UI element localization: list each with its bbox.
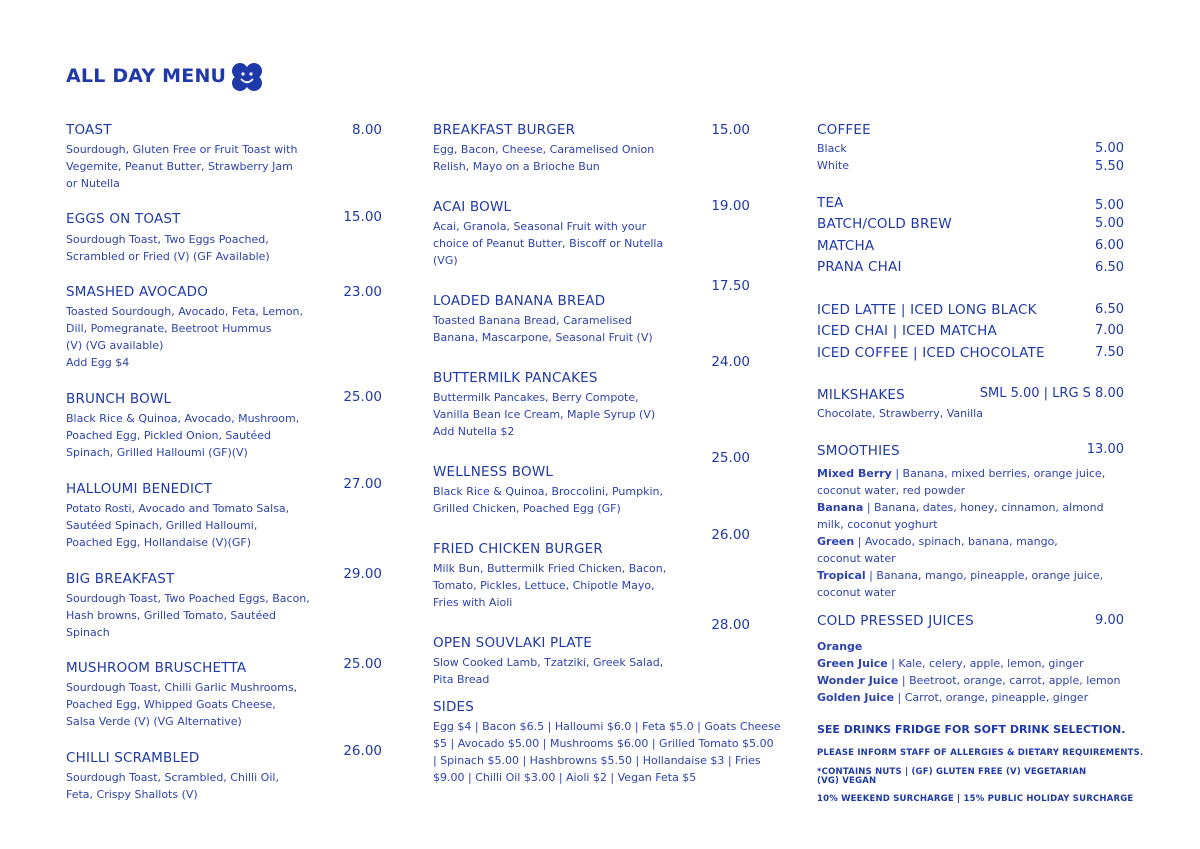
menu-item-desc-line: Sourdough, Gluten Free or Fruit Toast with (66, 143, 298, 156)
allergy-note: PLEASE INFORM STAFF OF ALLERGIES & DIETARY REQUIREMENTS. (817, 748, 1144, 758)
menu-item-desc-line: Sourdough Toast, Scrambled, Chilli Oil, (66, 771, 279, 784)
menu-item-desc-line: Sourdough Toast, Two Eggs Poached, (66, 233, 269, 246)
menu-item-desc-line: Milk Bun, Buttermilk Fried Chicken, Bacon, (433, 562, 667, 575)
menu-item-desc-line: Grilled Chicken, Poached Egg (GF) (433, 502, 621, 515)
drink-price: 6.50 (1095, 302, 1124, 317)
menu-item-name: OPEN SOUVLAKI PLATE (433, 635, 592, 651)
menu-item-desc-line: Egg, Bacon, Cheese, Caramelised Onion (433, 143, 655, 156)
juice-line: Green Juice | Kale, celery, apple, lemon, ginger (817, 657, 1084, 670)
menu-item-desc-line: or Nutella (66, 177, 120, 190)
menu-item-desc-line: Fries with Aioli (433, 596, 513, 609)
menu-item-desc-line: Sourdough Toast, Chilli Garlic Mushrooms, (66, 681, 298, 694)
menu-item-desc-line: Vegemite, Peanut Butter, Strawberry Jam (66, 160, 293, 173)
smoothie-label: Green (817, 535, 855, 548)
milkshakes-price: SML 5.00 | LRG S 8.00 (979, 386, 1124, 401)
dietary-legend: *CONTAINS NUTS | (GF) GLUTEN FREE (V) VEGETARIAN (817, 767, 1087, 777)
drink-name: PRANA CHAI (817, 259, 902, 275)
smoothie-line: milk, coconut yoghurt (817, 518, 938, 531)
menu-item-desc-line: Toasted Sourdough, Avocado, Feta, Lemon, (66, 305, 304, 318)
menu-item-desc-line: Toasted Banana Bread, Caramelised (433, 314, 632, 327)
dietary-legend: (VG) VEGAN (817, 776, 877, 786)
juice-line: Orange (817, 640, 863, 653)
sides-line: Egg $4 | Bacon $6.5 | Halloumi $6.0 | Feta $5.0 | Goats Cheese (433, 720, 781, 733)
menu-item-desc-line: Tomato, Pickles, Lettuce, Chipotle Mayo, (433, 579, 655, 592)
drink-name: ICED LATTE | ICED LONG BLACK (817, 302, 1037, 318)
juices-price: 9.00 (1095, 613, 1124, 628)
menu-item-price: 29.00 (343, 566, 382, 582)
juice-line: Wonder Juice | Beetroot, orange, carrot, apple, lemon (817, 674, 1121, 687)
menu-item-price: 8.00 (351, 122, 382, 138)
menu-item-name: EGGS ON TOAST (66, 211, 181, 227)
menu-item-name: BUTTERMILK PANCAKES (433, 370, 598, 386)
menu-item-price: 17.50 (711, 278, 750, 294)
juice-label: Green Juice (817, 657, 888, 670)
drink-price: 7.50 (1095, 345, 1124, 360)
smoothies-price: 13.00 (1086, 442, 1124, 457)
menu-item-desc-line: Sautéed Spinach, Grilled Halloumi, (66, 519, 258, 532)
menu-item-desc-line: Pita Bread (433, 673, 490, 686)
menu-item-desc-line: Banana, Mascarpone, Seasonal Fruit (V) (433, 331, 653, 344)
juice-label: Golden Juice (817, 691, 895, 704)
menu-item-price: 15.00 (711, 122, 750, 138)
sides-line: | Spinach $5.00 | Hashbrowns $5.50 | Hollandaise $3 | Fries (433, 754, 761, 767)
menu-item-name: SMASHED AVOCADO (66, 284, 209, 300)
sides-heading: SIDES (433, 699, 475, 715)
sides-line: $5 | Avocado $5.00 | Mushrooms $6.00 | Grilled Tomato $5.00 (433, 737, 774, 750)
menu-item-name: TOAST (66, 122, 112, 138)
menu-item-price: 26.00 (343, 743, 382, 759)
menu-item-desc-line: Acai, Granola, Seasonal Fruit with your (433, 220, 647, 233)
menu-item-name: CHILLI SCRAMBLED (66, 750, 200, 766)
drink-price: 6.50 (1095, 260, 1124, 275)
menu-item-name: ACAI BOWL (433, 199, 512, 215)
menu-item-name: BIG BREAKFAST (66, 571, 175, 587)
smoothie-line: Banana | Banana, dates, honey, cinnamon, almond (817, 501, 1104, 514)
menu-item-desc-line: Sourdough Toast, Two Poached Eggs, Bacon, (66, 592, 310, 605)
menu-item-price: 25.00 (343, 656, 382, 672)
smoothie-line: coconut water, red powder (817, 484, 966, 497)
menu-item-desc-line: (VG) (433, 254, 458, 267)
menu-item-desc-line: choice of Peanut Butter, Biscoff or Nutella (433, 237, 664, 250)
smoothie-line: coconut water (817, 586, 896, 599)
smoothie-line: coconut water (817, 552, 896, 565)
smoothie-line: Mixed Berry | Banana, mixed berries, orange juice, (817, 467, 1106, 480)
smoothie-line: Tropical | Banana, mango, pineapple, orange juice, (817, 569, 1104, 582)
drink-price: 5.00 (1095, 198, 1124, 213)
milkshakes-heading: MILKSHAKES (817, 387, 905, 403)
menu-item-desc-line: Feta, Crispy Shallots (V) (66, 788, 198, 801)
coffee-white-price: 5.50 (1095, 159, 1124, 174)
menu-item-name: LOADED BANANA BREAD (433, 293, 606, 309)
milkshakes-flavours: Chocolate, Strawberry, Vanilla (817, 407, 983, 420)
menu-item-name: BREAKFAST BURGER (433, 122, 576, 138)
menu-item-desc-line: Salsa Verde (V) (VG Alternative) (66, 715, 242, 728)
smoothie-label: Tropical (817, 569, 866, 582)
menu-item-name: FRIED CHICKEN BURGER (433, 541, 603, 557)
menu-item-desc-line: (V) (VG available) (66, 339, 164, 352)
menu-item-desc-line: Poached Egg, Hollandaise (V)(GF) (66, 536, 252, 549)
menu-item-price: 25.00 (711, 450, 750, 466)
smoothie-label: Mixed Berry (817, 467, 892, 480)
menu-item-desc-line: Poached Egg, Whipped Goats Cheese, (66, 698, 276, 711)
menu-item-desc-line: Dill, Pomegranate, Beetroot Hummus (66, 322, 272, 335)
surcharge-note: 10% WEEKEND SURCHARGE | 15% PUBLIC HOLIDAY SURCHARGE (817, 794, 1134, 804)
menu-item-desc-line: Poached Egg, Pickled Onion, Sautéed (66, 429, 271, 442)
menu-item-desc-line: Relish, Mayo on a Brioche Bun (433, 160, 600, 173)
menu-item-desc-line: Add Egg $4 (66, 356, 130, 369)
menu-item-desc-line: Potato Rosti, Avocado and Tomato Salsa, (66, 502, 290, 515)
menu-item-desc-line: Hash browns, Grilled Tomato, Sautéed (66, 609, 276, 622)
menu-item-price: 19.00 (711, 198, 750, 214)
menu-item-price: 25.00 (343, 389, 382, 405)
drink-name: TEA (817, 195, 844, 211)
menu-item-desc-line: Spinach, Grilled Halloumi (GF)(V) (66, 446, 248, 459)
sides-line: $9.00 | Chilli Oil $3.00 | Aioli $2 | Vegan Feta $5 (433, 771, 697, 784)
soft-drink-note: SEE DRINKS FRIDGE FOR SOFT DRINK SELECTION. (817, 723, 1126, 736)
menu-item-name: BRUNCH BOWL (66, 391, 172, 407)
menu-item-price: 15.00 (343, 209, 382, 225)
menu-item-desc-line: Black Rice & Quinoa, Broccolini, Pumpkin, (433, 485, 663, 498)
juice-line: Golden Juice | Carrot, orange, pineapple, ginger (817, 691, 1089, 704)
coffee-black-label: Black (817, 142, 847, 155)
drink-price: 7.00 (1095, 323, 1124, 338)
menu-item-desc-line: Spinach (66, 626, 110, 639)
menu-item-price: 27.00 (343, 476, 382, 492)
menu-item-desc-line: Vanilla Bean Ice Cream, Maple Syrup (V) (433, 408, 656, 421)
menu-item-desc-line: Slow Cooked Lamb, Tzatziki, Greek Salad, (433, 656, 664, 669)
menu-item-price: 26.00 (711, 527, 750, 543)
menu-item-price: 23.00 (343, 284, 382, 300)
juice-label: Wonder Juice (817, 674, 899, 687)
coffee-white-label: White (817, 159, 849, 172)
menu-item-name: MUSHROOM BRUSCHETTA (66, 660, 247, 676)
drink-name: ICED CHAI | ICED MATCHA (817, 323, 997, 339)
drink-name: MATCHA (817, 238, 875, 254)
smoothie-line: Green | Avocado, spinach, banana, mango, (817, 535, 1058, 548)
coffee-black-price: 5.00 (1095, 141, 1124, 156)
menu-item-name: HALLOUMI BENEDICT (66, 481, 213, 497)
smoothies-heading: SMOOTHIES (817, 443, 900, 459)
drink-price: 5.00 (1095, 216, 1124, 231)
menu-item-desc-line: Buttermilk Pancakes, Berry Compote, (433, 391, 639, 404)
menu-item-desc-line: Black Rice & Quinoa, Avocado, Mushroom, (66, 412, 300, 425)
menu-item-price: 24.00 (711, 354, 750, 370)
drink-price: 6.00 (1095, 238, 1124, 253)
menu-item-price: 28.00 (711, 617, 750, 633)
coffee-heading: COFFEE (817, 122, 871, 138)
smoothie-label: Banana (817, 501, 864, 514)
juices-heading: COLD PRESSED JUICES (817, 613, 974, 629)
page-title: ALL DAY MENU (66, 65, 227, 87)
drink-name: ICED COFFEE | ICED CHOCOLATE (817, 345, 1045, 361)
smiling-flower-icon (228, 60, 266, 94)
menu-item-name: WELLNESS BOWL (433, 464, 554, 480)
menu-item-desc-line: Add Nutella $2 (433, 425, 515, 438)
menu-item-desc-line: Scrambled or Fried (V) (GF Available) (66, 250, 270, 263)
drink-name: BATCH/COLD BREW (817, 216, 952, 232)
